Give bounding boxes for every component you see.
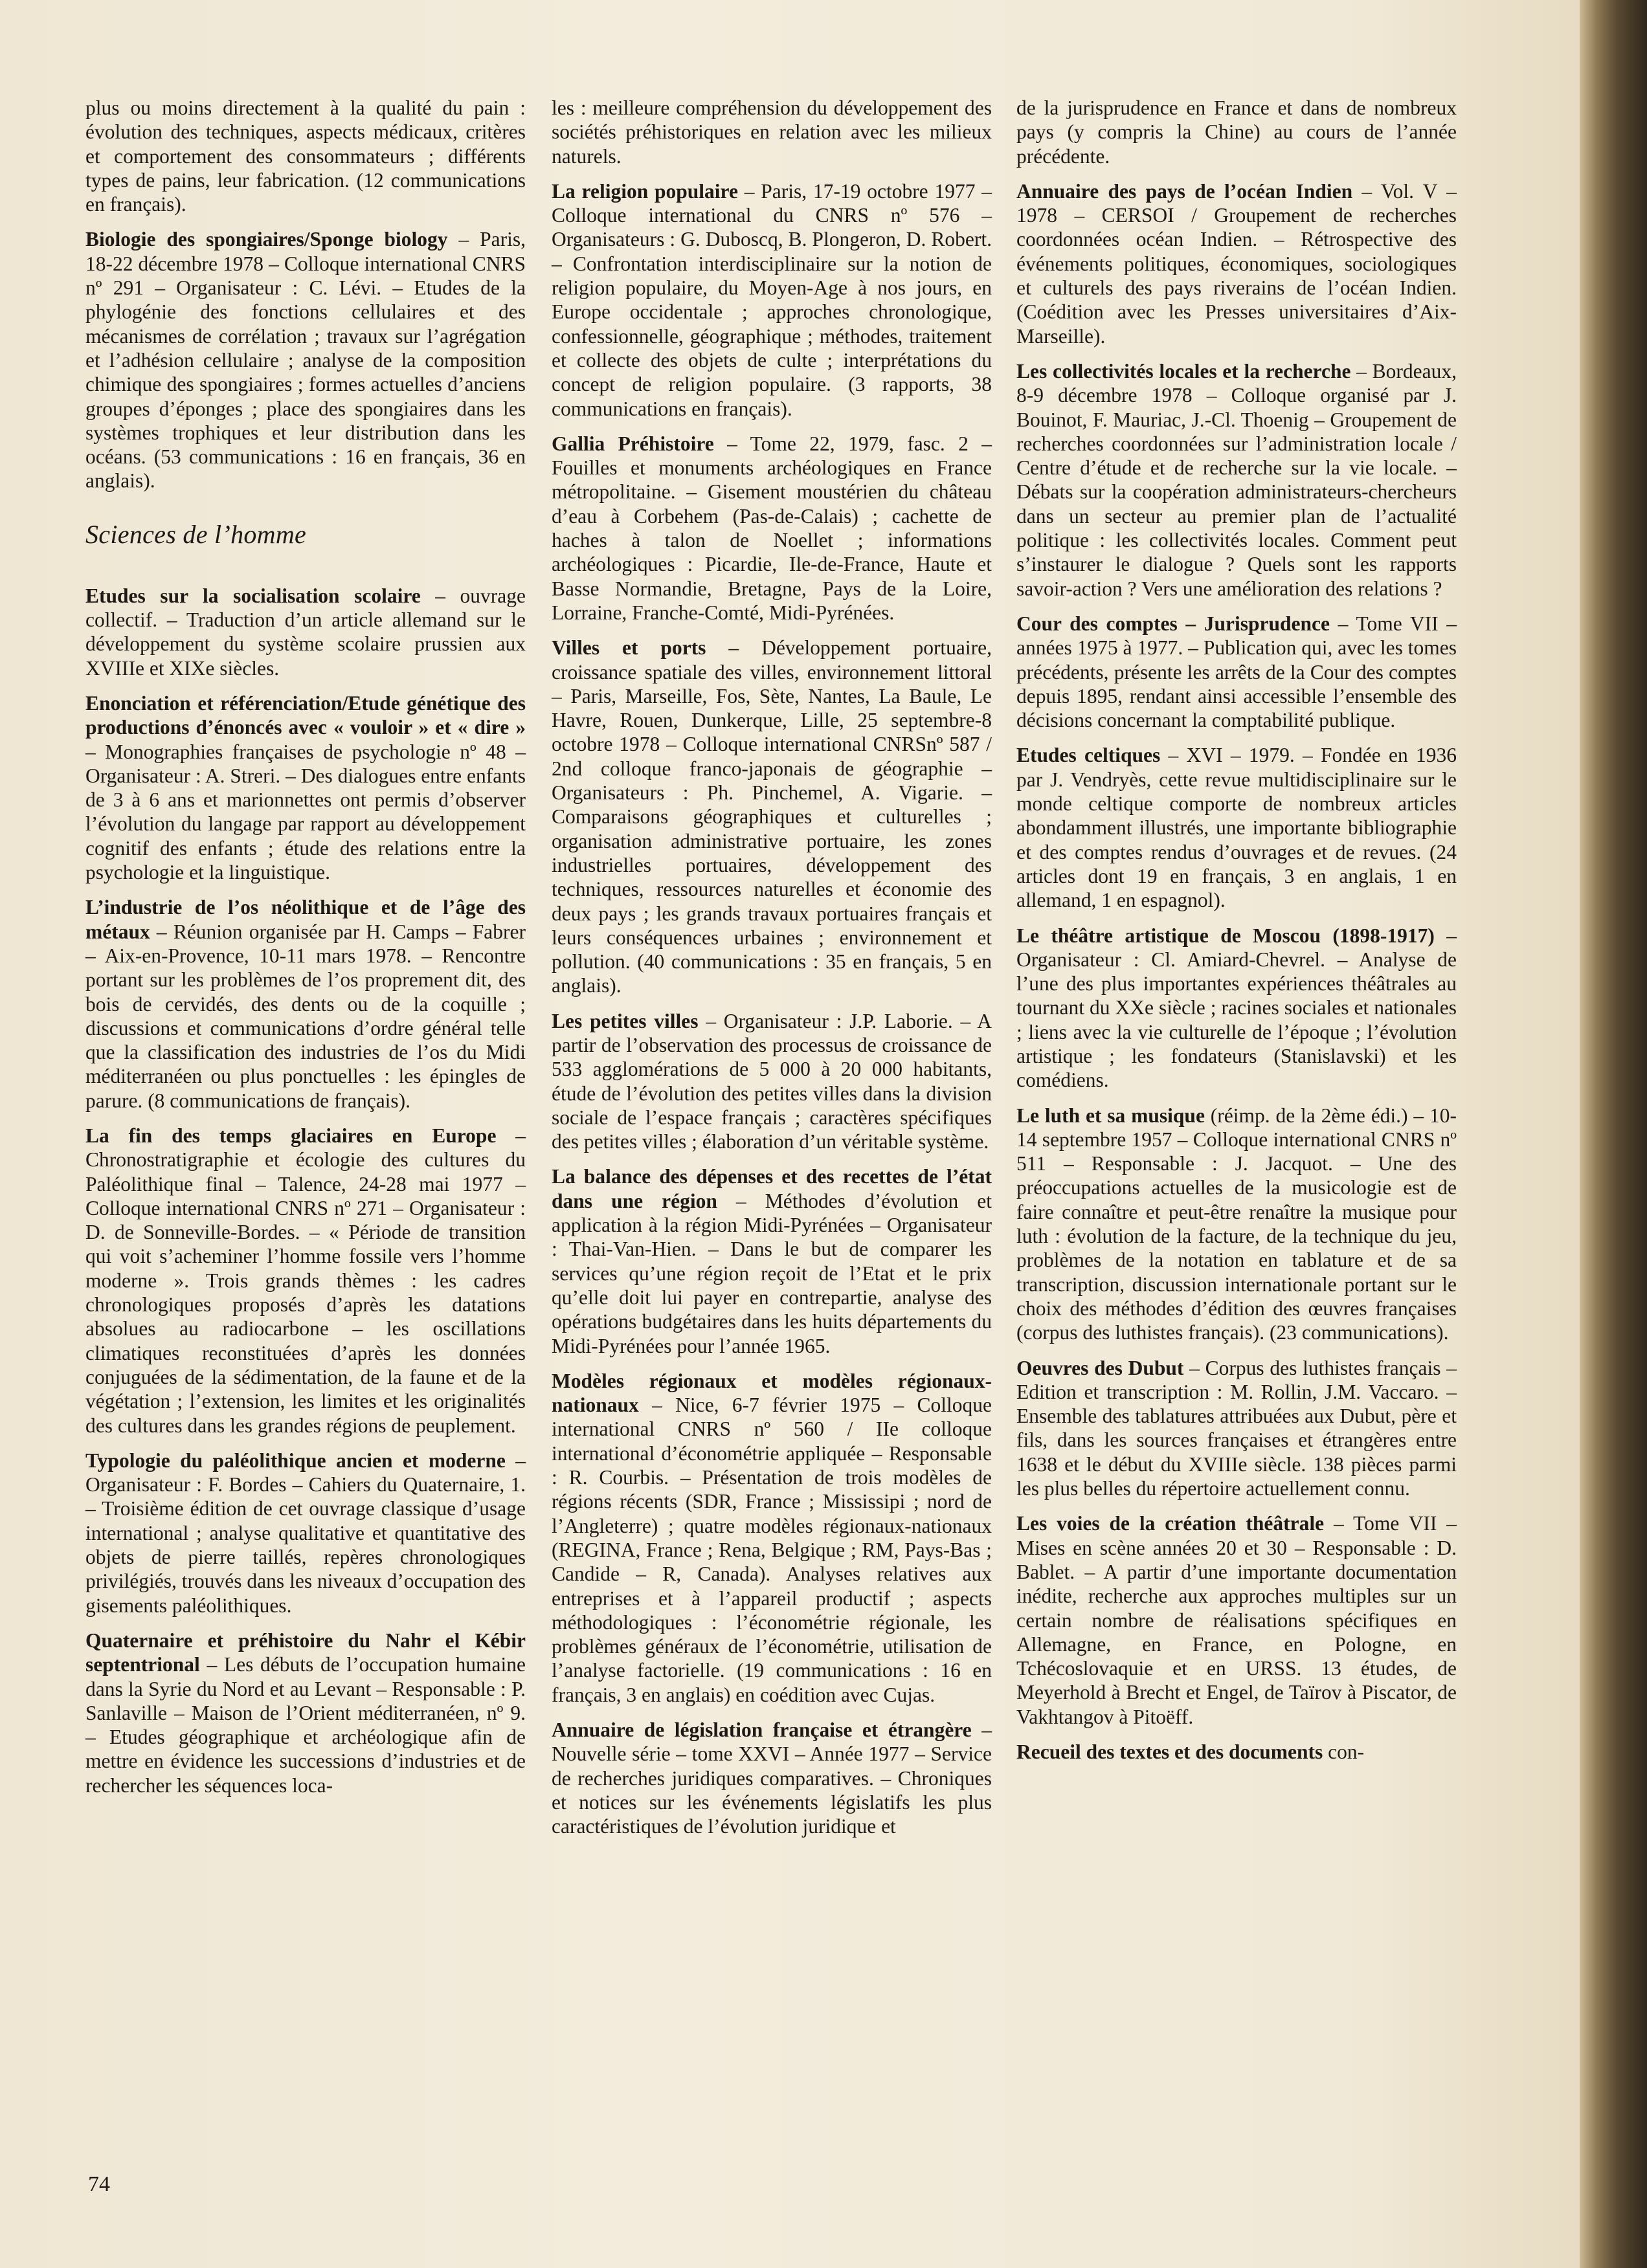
entry-text: – Paris, 17-19 octobre 1977 – Colloque international du CNRS nº 576 – Organisateurs : G. Duboscq, B. Plongeron, D. Robert. – Confrontation interdisciplinaire sur la notion de religion populaire, du Moyen-Age à nos jours, en Europe occidentale ; approches chronologique, confessionnelle, géographique ; méthodes, traitement et collecte des objets de culte ; interprétations du concept de religion populaire. (3 rapports, 38 communications en français). xyxy=(552,179,992,420)
bibliography-entry xyxy=(85,1449,526,1618)
entry-text: – Organisateur : J.P. Laborie. – A partir de l’observation des processus de croissance de 533 agglomérations de 5 000 à 20 000 habitants, étude de l’évolution des petites villes dans la division sociale de l’espace français ; caractères spécifiques des petites villes ; élaboration d’un véritable système. xyxy=(552,1009,992,1153)
bibliography-entry xyxy=(85,96,526,216)
entry-title: La religion populaire xyxy=(552,179,738,203)
section-title: Sciences de l’homme xyxy=(85,519,307,549)
entry-title: Les collectivités locales et la recherche xyxy=(1016,359,1351,383)
entry-text: – Nouvelle série – tome XXVI – Année 1977 – Service de recherches juridiques comparatives. – Chroniques et notices sur les événements législatifs les plus caractéristiques de l’évolution juridique et xyxy=(552,1718,992,1838)
bibliography-entry xyxy=(1016,1511,1457,1729)
bibliography-entry xyxy=(552,636,992,997)
entry-text: – Vol. V – 1978 – CERSOI / Groupement de recherches coordonnées océan Indien. – Rétrospective des événements politiques, économiques, sociologiques et culturels des pays riverains de l’océan Indien. (Coédition avec les Presses universitaires d’Aix-Marseille). xyxy=(1016,179,1457,348)
bibliography-entry xyxy=(1016,612,1457,732)
column-left xyxy=(85,96,526,1808)
entry-text: – XVI – 1979. – Fondée en 1936 par J. Vendryès, cette revue multidisciplinaire sur le monde celtique comporte de nombreux articles abondamment illustrés, une importante bibliographie et des comptes rendus d’ouvrages et de revues. (24 articles dont 19 en français, 3 en anglais, 1 en allemand, 1 en espagnol). xyxy=(1016,744,1457,912)
entry-title: Enonciation et référenciation/Etude génétique des productions d’énoncés avec « vouloir » et « dire » xyxy=(85,691,526,739)
entry-title: Les voies de la création théâtrale xyxy=(1016,1512,1325,1535)
entry-text: con- xyxy=(1323,1740,1365,1763)
bibliography-entry xyxy=(85,691,526,884)
entry-text: – Organisateur : Cl. Amiard-Chevrel. – Analyse de l’une des plus importantes expériences théâtrales au tournant du XXe siècle ; racines sociales et nationales ; liens avec la vie culturelle de l’époque ; l’évolution artistique ; les fondateurs (Stanislavski) et les comédiens. xyxy=(1016,924,1457,1092)
entry-title: La fin des temps glaciaires en Europe xyxy=(85,1124,497,1147)
bibliography-entry xyxy=(1016,359,1457,601)
entry-text: – Organisateur : F. Bordes – Cahiers du Quaternaire, 1. – Troisième édition de cet ouvrage classique d’usage international ; analyse qualitative et quantitative des objets de pierre taillés, repères chronologiques privilégiés, trouvés dans les niveaux d’occupation des gisements paléolithiques. xyxy=(85,1449,526,1617)
bibliography-entry xyxy=(85,584,526,680)
entry-text: – Réunion organisée par H. Camps – Fabrer – Aix-en-Provence, 10-11 mars 1978. – Rencontre portant sur les problèmes de l’os proprement dit, des bois de cervidés, des dents ou de la coquille ; discussions et communications d’ordre général telle que la classification des industries de l’os du Midi méditerranéen ou plus ponctuelles : les épingles de parure. (8 communications de français). xyxy=(85,920,526,1112)
entry-text: – Les débuts de l’occupation humaine dans la Syrie du Nord et au Levant – Responsable : P. Sanlaville – Maison de l’Orient méditerranéen, nº 9. – Etudes géographique et archéologique afin de mettre en évidence les successions d’industries et de rechercher les séquences loca- xyxy=(85,1653,526,1797)
bibliography-entry xyxy=(552,96,992,168)
entry-title: Etudes celtiques xyxy=(1016,744,1161,767)
bibliography-entry xyxy=(85,1629,526,1797)
entry-text: – Méthodes d’évolution et application à la région Midi-Pyrénées – Organisateur : Thai-Van-Hien. – Dans le but de comparer les services qu’une région reçoit de l’Etat et le prix qu’elle doit lui payer en contrepartie, analyse des opérations budgétaires dans les huits départements du Midi-Pyrénées pour l’année 1965. xyxy=(552,1189,992,1357)
entry-title: Le théâtre artistique de Moscou (1898-1917) xyxy=(1016,924,1435,947)
entry-text: – Tome VII – Mises en scène années 20 et 30 – Responsable : D. Bablet. – A partir d’une importante documentation inédite, recherche aux approches multiples sur un certain nombre de réalisations spécifiques en Allemagne, en France, en Pologne, en Tchécoslovaquie et en URSS. 13 études, de Meyerhold à Brecht et Engel, de Taïrov à Piscator, de Vakhtangov à Pitoëff. xyxy=(1016,1512,1457,1728)
entry-text: – Tome 22, 1979, fasc. 2 – Fouilles et monuments archéologiques en France métropolitaine. – Gisement moustérien du château d’eau à Corbehem (Pas-de-Calais) ; cachette de haches à talon de Noellet ; informations archéologiques : Picardie, Ile-de-France, Haute et Basse Normandie, Bretagne, Pays de la Loire, Lorraine, Franche-Comté, Midi-Pyrénées. xyxy=(552,432,992,624)
bibliography-entry xyxy=(552,1009,992,1154)
bibliography-entry xyxy=(552,179,992,421)
entry-title: Annuaire des pays de l’océan Indien xyxy=(1016,179,1353,203)
entry-title: Villes et ports xyxy=(552,636,706,660)
bibliography-entry xyxy=(1016,924,1457,1093)
bibliography-entry xyxy=(552,1718,992,1838)
bibliography-entry xyxy=(1016,179,1457,348)
entry-title: Recueil des textes et des documents xyxy=(1016,1740,1323,1763)
bibliography-entry xyxy=(552,1369,992,1707)
page-binding-edge xyxy=(1580,0,1647,2268)
entry-text: – Paris, 18-22 décembre 1978 – Colloque international CNRS nº 291 – Organisateur : C. Lévi. – Etudes de la phylogénie des fonctions cellulaires et des mécanismes de corrélation ; travaux sur l’agrégation et l’adhésion cellulaire ; analyse de la composition chimique des spongiaires ; formes actuelles d’anciens groupes d’éponges ; place des spongiaires dans les systèmes trophiques et leur distribution dans les océans. (53 communications : 16 en français, 36 en anglais). xyxy=(85,228,526,493)
entry-text: – Corpus des luthistes français – Edition et transcription : M. Rollin, J.M. Vaccaro. – Ensemble des tablatures attribuées aux Dubut, père et fils, dans les sources françaises et étrangères entre 1638 et le début du XVIIIe siècle. 138 pièces parmi les plus belles du répertoire actuellement connu. xyxy=(1016,1356,1457,1500)
entry-title: Le luth et sa musique xyxy=(1016,1104,1205,1127)
bibliography-entry xyxy=(1016,1740,1457,1764)
entry-text: – Bordeaux, 8-9 décembre 1978 – Colloque organisé par J. Bouinot, F. Mauriac, J.-Cl. Thoenig – Groupement de recherches coordonnées sur l’administration locale / Centre d’étude et de recherche sur la vie locale. – Débats sur la coopération administrateurs-chercheurs dans un secteur au premier plan de l’actualité politique : les collectivités locales. Comment peut s’instaurer le dialogue ? Quels sont les rapports savoir-action ? Vers une amélioration des relations ? xyxy=(1016,359,1457,600)
bibliography-entry xyxy=(1016,1104,1457,1345)
entry-title: Gallia Préhistoire xyxy=(552,432,714,455)
entry-title: Etudes sur la socialisation scolaire xyxy=(85,584,421,607)
entry-title: Modèles régionaux et modèles régionaux-nationaux xyxy=(552,1369,992,1417)
entry-title: Les petites villes xyxy=(552,1009,699,1032)
bibliography-entry xyxy=(552,432,992,625)
entry-text: – Nice, 6-7 février 1975 – Colloque international CNRS nº 560 / IIe colloque international d’économétrie appliquée – Responsable : R. Courbis. – Présentation de trois modèles de régions récents (SDR, France ; Mississipi ; nord de l’Angleterre) ; quatre modèles régionaux-nationaux (REGINA, France ; Rena, Belgique ; RM, Pays-Bas ; Candide – R, Canada). Analyses relatives aux entreprises et à l’appareil productif ; aspects méthodologiques : l’économétrie régionale, les problèmes généraux de l’économétrie, utilisation de l’analyse factorielle. (19 communications : 16 en français, 3 en anglais) en coédition avec Cujas. xyxy=(552,1394,992,1706)
entry-title: L’industrie de l’os néolithique et de l’âge des métaux xyxy=(85,896,526,943)
column-middle xyxy=(552,96,992,1849)
column-right xyxy=(1016,96,1457,1775)
entry-text: – Tome VII – années 1975 à 1977. – Publication qui, avec les tomes précédents, présente les arrêts de la Cour des comptes depuis 1895, rendant ainsi accessible l’ensemble des décisions concernant la comptabilité publique. xyxy=(1016,612,1457,732)
entry-text: – Développement portuaire, croissance spatiale des villes, environnement littoral – Paris, Marseille, Fos, Sète, Nantes, La Baule, Le Havre, Rouen, Dunkerque, Lille, 25 septembre-8 octobre 1978 – Colloque international CNRSnº 587 / 2nd colloque franco-japonais de géographie – Organisateurs : Ph. Pinchemel, A. Vigarie. – Comparaisons géographiques et culturelles ; organisation administrative portuaire, les zones industrielles portuaires, développement des techniques, ressources naturelles et économie des deux pays ; les grands travaux portuaires français et leurs conséquences urbaines ; environnement et pollution. (40 communications : 35 en français, 5 en anglais). xyxy=(552,636,992,997)
entry-text: les : meilleure compréhension du développement des sociétés préhistoriques en relation avec les milieux naturels. xyxy=(552,96,992,168)
entry-text: (réimp. de la 2ème édi.) – 10-14 septembre 1957 – Colloque international CNRS nº 511 – Responsable : J. Jacquot. – Une des préoccupations actuelles de la musicologie est de faire connaître et peut-être renaître la musique pour luth : évolution de la facture, de la technique du jeu, problèmes de la notation en tablature et de sa transcription, discussion internationale portant sur le choix des méthodes d’édition des œuvres françaises (corpus des luthistes français). (23 communications). xyxy=(1016,1104,1457,1344)
entry-text: – Monographies françaises de psychologie nº 48 – Organisateur : A. Streri. – Des dialogues entre enfants de 3 à 6 ans et marionnettes ont permis d’observer l’évolution du langage par rapport au développement cognitif des enfants ; étude des relations entre la psychologie et la linguistique. xyxy=(85,740,526,884)
entry-title: La balance des dépenses et des recettes de l’état dans une région xyxy=(552,1165,992,1212)
entry-title: Quaternaire et préhistoire du Nahr el Kébir septentrional xyxy=(85,1629,526,1676)
bibliography-entry xyxy=(552,1164,992,1357)
entry-title: Cour des comptes – Jurisprudence xyxy=(1016,612,1330,635)
entry-text: de la jurisprudence en France et dans de nombreux pays (y compris la Chine) au cours de l’année précédente. xyxy=(1016,96,1457,168)
entry-title: Biologie des spongiaires/Sponge biology xyxy=(85,228,448,251)
bibliography-entry xyxy=(85,1124,526,1438)
page-number: 74 xyxy=(88,2172,110,2196)
bibliography-entry xyxy=(1016,96,1457,168)
entry-title: Annuaire de législation française et étrangère xyxy=(552,1718,972,1741)
entry-title: Typologie du paléolithique ancien et moderne xyxy=(85,1449,506,1472)
bibliography-entry xyxy=(85,895,526,1113)
entry-text: – ouvrage collectif. – Traduction d’un article allemand sur le développement du système scolaire prussien aux XVIIIe et XIXe siècles. xyxy=(85,584,526,680)
entry-title: Oeuvres des Dubut xyxy=(1016,1356,1184,1379)
bibliography-entry xyxy=(1016,1356,1457,1501)
bibliography-entry xyxy=(85,227,526,493)
entry-text: plus ou moins directement à la qualité du pain : évolution des techniques, aspects médicaux, critères et comportement des consommateurs ; différents types de pains, leur fabrication. (12 communications en français). xyxy=(85,96,526,216)
entry-text: – Chronostratigraphie et écologie des cultures du Paléolithique final – Talence, 24-28 mai 1977 – Colloque international CNRS nº 271 – Organisateur : D. de Sonneville-Bordes. – « Période de transition qui voit s’acheminer l’homme fossile vers l’homme moderne ». Trois grands thèmes : les cadres chronologiques proposés d’après les datations absolues au radiocarbone – les oscillations climatiques reconstituées d’après les données conjuguées de la sédimentation, de la faune et de la végétation ; l’extension, les limites et les originalités des cultures dans les grandes régions de peuplement. xyxy=(85,1124,526,1437)
bibliography-entry xyxy=(1016,743,1457,912)
